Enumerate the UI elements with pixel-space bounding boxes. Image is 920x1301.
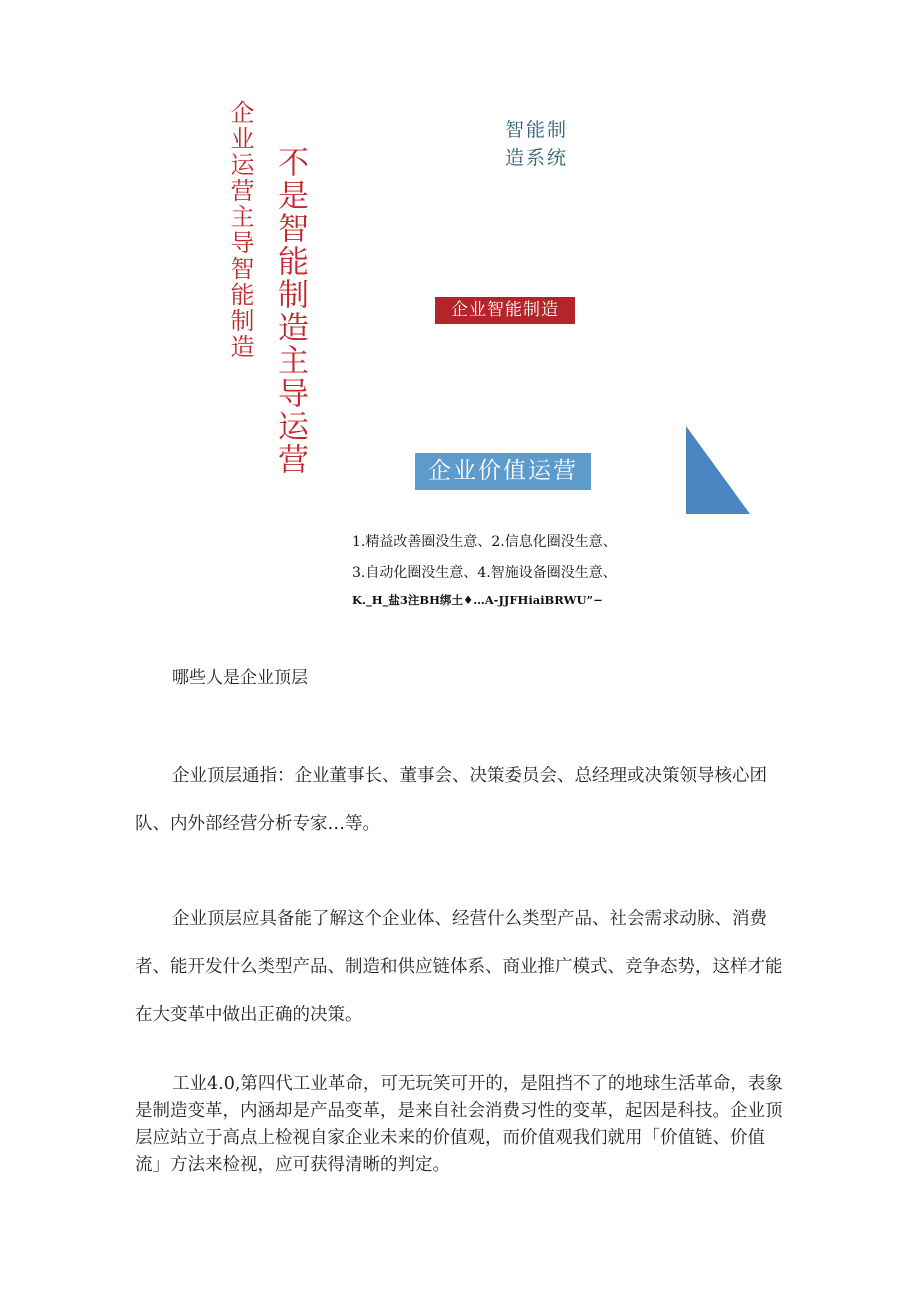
paragraph: 工业4.0,第四代工业革命，可无玩笑可开的，是阻挡不了的地球生活革命，表象是制造变革，内涵却是产品变革，是来自社会消费习性的变革，起因是科技。企业顶层应站立于高点上检视自家企业未来的价值观，而价值观我们就用「价值链、价值流」方法来检视，应可获得清晰的判定。 xyxy=(135,1074,783,1175)
paragraph: 企业顶层通指：企业董事长、董事会、决策委员会、总经理或决策领导核心团队、内外部经营分析专家…等。 xyxy=(135,766,767,834)
banner-value-operation: 企业价值运营 xyxy=(415,453,591,490)
triangle-shape xyxy=(686,426,750,514)
list-line-garbled: K._H_盐3注BH绑土♦…A-JJFHiaiBRWU”− xyxy=(352,593,603,607)
vertical-text-left: 企业运营主导智能制造 xyxy=(226,100,254,360)
list-line: 1.精益改善圈没生意、2.信息化圈没生意、 xyxy=(352,534,617,550)
section-heading: 哪些人是企业顶层 xyxy=(172,668,308,688)
vertical-text-right: 不是智能制造主导运营 xyxy=(272,146,308,476)
list-line: 3.自动化圈没生意、4.智施设备圈没生意、 xyxy=(352,565,617,581)
paragraph: 企业顶层应具备能了解这个企业体、经营什么类型产品、社会需求动脉、消费者、能开发什么类型产品、制造和供应链体系、商业推广模式、竞争态势，这样才能在大变革中做出正确的决策。 xyxy=(135,909,783,1025)
triangle-fill xyxy=(686,426,750,514)
system-title: 智能制造系统 xyxy=(505,119,569,169)
banner-smart-manufacturing: 企业智能制造 xyxy=(435,297,575,324)
